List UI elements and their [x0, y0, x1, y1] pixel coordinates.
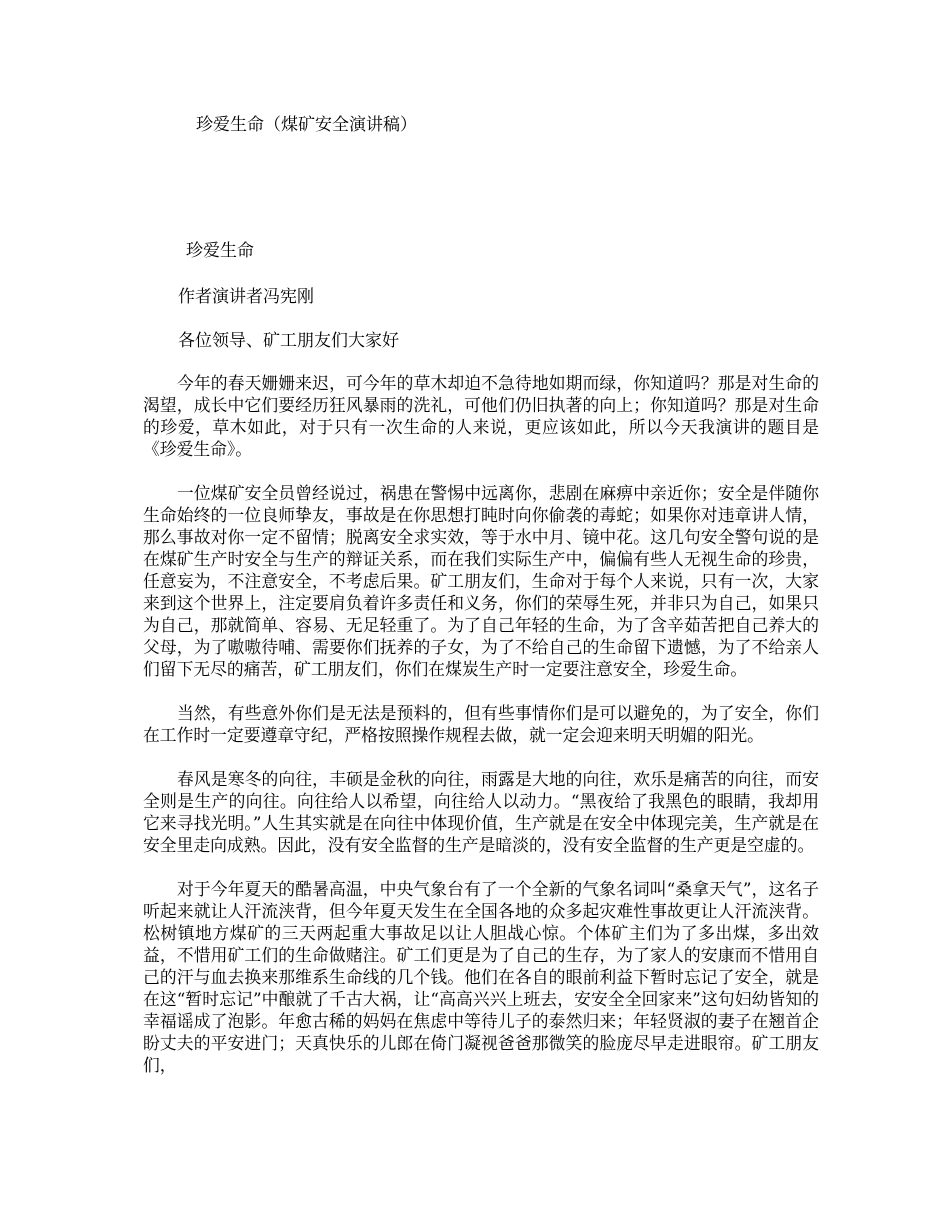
- document-title: 珍爱生命（煤矿安全演讲稿）: [196, 115, 417, 135]
- greeting-line: 各位领导、矿工朋友们大家好: [178, 331, 399, 351]
- speech-title: 珍爱生命: [186, 241, 254, 261]
- paragraph: 春风是寒冬的向往，丰硕是金秋的向往，雨露是大地的向往，欢乐是痛苦的向往，而安全则是生产的向往。向往给人以希望，向往给人以动力。“黑夜给了我黑色的眼睛，我却用它来寻找光明。”人生其实就是在向往中体现价值，生产就是在安全中体现完美，生产就是在安全里走向成熟。因此，没有安全监督的生产是暗淡的，没有安全监督的生产更是空虚的。: [143, 769, 819, 855]
- paragraph: 一位煤矿安全员曾经说过，祸患在警惕中远离你，悲剧在麻痹中亲近你；安全是伴随你生命始终的一位良师挚友，事故是在你思想打盹时向你偷袭的毒蛇；如果你对违章讲人情，那么事故对你一定不留情；脱离安全求实效，等于水中月、镜中花。这几句安全警句说的是在煤矿生产时安全与生产的辩证关系，而在我们实际生产中，偏偏有些人无视生命的珍贵，任意妄为，不注意安全，不考虑后果。矿工朋友们，生命对于每个人来说，只有一次，大家来到这个世界上，注定要肩负着许多责任和义务，你们的荣辱生死，并非只为自己，如果只为自己，那就简单、容易、无足轻重了。为了自己年轻的生命，为了含辛茹苦把自己养大的父母，为了嗷嗷待哺、需要你们抚养的子女，为了不给自己的生命留下遗憾，为了不给亲人们留下无尽的痛苦，矿工朋友们，你们在煤炭生产时一定要注意安全，珍爱生命。: [143, 483, 819, 679]
- author-line: 作者演讲者冯宪刚: [178, 287, 314, 307]
- paragraph: 当然，有些意外你们是无法是预料的，但有些事情你们是可以避免的，为了安全，你们在工作时一定要遵章守纪，严格按照操作规程去做，就一定会迎来明天明媚的阳光。: [143, 703, 819, 745]
- speech-body: [143, 372, 819, 1098]
- paragraph: 今年的春天姗姗来迟，可今年的草木却迫不急待地如期而绿，你知道吗？那是对生命的渴望，成长中它们要经历狂风暴雨的洗礼，可他们仍旧执著的向上；你知道吗？那是对生命的珍爱，草木如此，对于只有一次生命的人来说，更应该如此，所以今天我演讲的题目是《珍爱生命》。: [143, 373, 819, 459]
- paragraph: 对于今年夏天的酷暑高温，中央气象台有了一个全新的气象名词叫“桑拿天气”，这名子听起来就让人汗流浃背，但今年夏天发生在全国各地的众多起灾难性事故更让人汗流浃背。松树镇地方煤矿的三天两起重大事故足以让人胆战心惊。个体矿主们为了多出煤，多出效益，不惜用矿工们的生命做赌注。矿工们更是为了自己的生存，为了家人的安康而不惜用自己的汗与血去换来那维系生命线的几个钱。他们在各自的眼前利益下暂时忘记了安全，就是在这“暂时忘记”中酿就了千古大祸，让“高高兴兴上班去，安安全全回家来”这句妇幼皆知的幸福谣成了泡影。年愈古稀的妈妈在焦虑中等待儿子的泰然归来；年轻贤淑的妻子在翘首企盼丈夫的平安进门；天真快乐的儿郎在倚门凝视爸爸那微笑的脸庞尽早走进眼帘。矿工朋友们，: [143, 879, 819, 1075]
